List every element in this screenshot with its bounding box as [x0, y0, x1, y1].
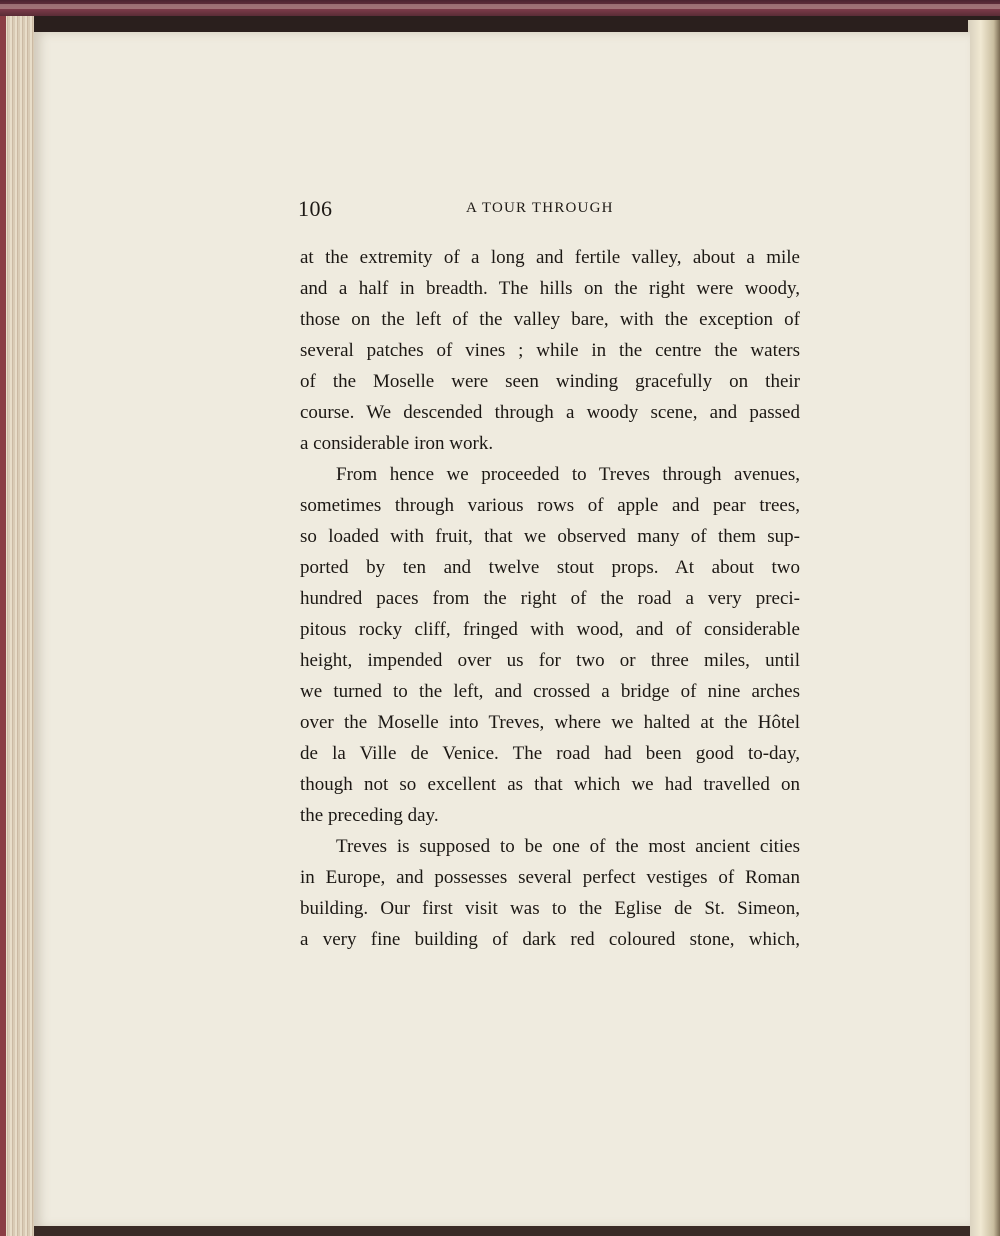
binding-left	[0, 16, 6, 1236]
text-line: course. We descended through a woody scene, and passed	[300, 402, 800, 423]
text-line: building. Our first visit was to the Eglise de St. Simeon,	[300, 898, 800, 919]
text-line: we turned to the left, and crossed a bridge of nine arches	[300, 681, 800, 702]
text-line: ported by ten and twelve stout props. At about two	[300, 557, 800, 578]
text-line: a considerable iron work.	[300, 433, 494, 454]
running-head: A TOUR THROUGH	[466, 200, 614, 216]
body-text	[300, 242, 800, 955]
text-line: Treves is supposed to be one of the most ancient cities	[336, 836, 800, 857]
cover-edge-strip	[0, 4, 1000, 9]
text-line: sometimes through various rows of apple and pear trees,	[300, 495, 800, 516]
text-line: at the extremity of a long and fertile valley, about a mile	[300, 247, 800, 268]
text-line: over the Moselle into Treves, where we halted at the Hôtel	[300, 712, 800, 733]
text-line: From hence we proceeded to Treves through avenues,	[336, 464, 800, 485]
page-bottom-edge	[34, 1226, 970, 1236]
page-fold-right	[968, 20, 1000, 1236]
text-line: de la Ville de Venice. The road had been good to-day,	[300, 743, 800, 764]
page-header	[298, 196, 798, 224]
text-line: and a half in breadth. The hills on the right were woody,	[300, 278, 800, 299]
text-line: a very fine building of dark red coloured stone, which,	[300, 929, 800, 950]
text-line: height, impended over us for two or three miles, until	[300, 650, 800, 671]
text-line: hundred paces from the right of the road a very preci-	[300, 588, 800, 609]
text-line: the preceding day.	[300, 805, 439, 826]
page-number: 106	[298, 196, 333, 221]
text-line: those on the left of the valley bare, with the exception of	[300, 309, 800, 330]
text-line: so loaded with fruit, that we observed many of them sup-	[300, 526, 800, 547]
text-line: pitous rocky cliff, fringed with wood, and of considerable	[300, 619, 800, 640]
text-line: though not so excellent as that which we had travelled on	[300, 774, 800, 795]
text-line: in Europe, and possesses several perfect vestiges of Roman	[300, 867, 800, 888]
text-line: of the Moselle were seen winding gracefully on their	[300, 371, 800, 392]
text-line: several patches of vines ; while in the centre the waters	[300, 340, 800, 361]
